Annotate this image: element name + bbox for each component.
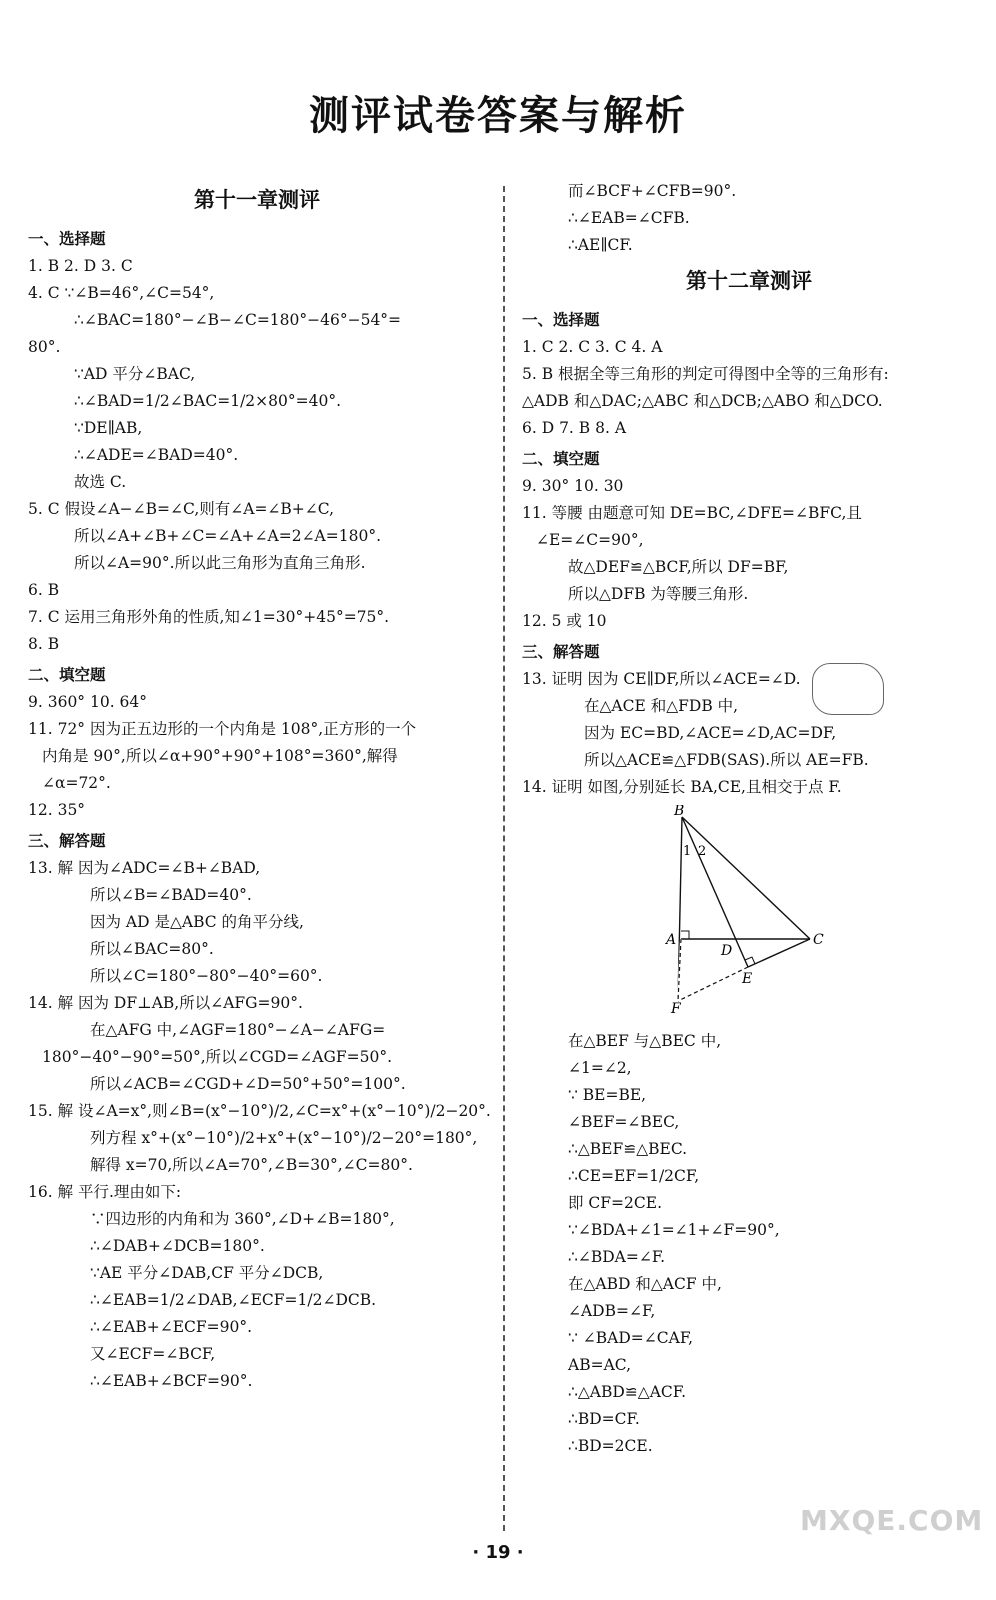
section-heading: 一、选择题 [522, 311, 600, 329]
answer-line: ∠E=∠C=90°, [536, 531, 644, 549]
answer-line: ∵∠BDA+∠1=∠1+∠F=90°, [568, 1221, 780, 1239]
answer-line: 1. C 2. C 3. C 4. A [522, 338, 663, 356]
answer-line: 13. 解 因为∠ADC=∠B+∠BAD, [28, 859, 261, 877]
answer-line: 在△BEF 与△BEC 中, [568, 1032, 722, 1050]
answer-line: 因为 AD 是△ABC 的角平分线, [90, 913, 304, 931]
label-e: E [742, 971, 753, 987]
left-column [28, 178, 491, 1395]
answer-line: ∵ ∠BAD=∠CAF, [568, 1329, 694, 1347]
right-column [522, 178, 976, 1460]
answer-line: 又∠ECF=∠BCF, [90, 1345, 216, 1363]
chapter-12-heading: 第十二章测评 [686, 269, 812, 293]
homework-stamp [812, 663, 884, 715]
answer-line: ∴∠BDA=∠F. [568, 1248, 666, 1266]
answer-line: ∴∠EAB=∠CFB. [568, 209, 690, 227]
answer-line: 5. C 假设∠A−∠B=∠C,则有∠A=∠B+∠C, [28, 500, 335, 518]
answer-line: 11. 72° 因为正五边形的一个内角是 108°,正方形的一个 [28, 720, 417, 738]
answer-line: ∴∠ADE=∠BAD=40°. [74, 446, 239, 464]
right-answer-lines [522, 307, 976, 801]
answer-line: 故选 C. [74, 473, 127, 491]
segment-ef-dashed [678, 967, 748, 1001]
answer-line: 13. 证明 因为 CE∥DF,所以∠ACE=∠D. [522, 670, 801, 688]
answer-line: AB=AC, [568, 1356, 631, 1374]
answer-line: ∴∠EAB=1/2∠DAB,∠ECF=1/2∠DCB. [90, 1291, 377, 1309]
answer-line: 解得 x=70,所以∠A=70°,∠B=30°,∠C=80°. [90, 1156, 413, 1174]
answer-line: 9. 360° 10. 64° [28, 693, 148, 711]
page-title: 测评试卷答案与解析 [309, 93, 687, 139]
segment-be [682, 817, 748, 967]
answer-line: ∴∠EAB+∠ECF=90°. [90, 1318, 253, 1336]
answer-line: 内角是 90°,所以∠α+90°+90°+108°=360°,解得 [42, 747, 398, 765]
answer-line: ∴BD=CF. [568, 1410, 640, 1428]
answer-line: 所以∠BAC=80°. [90, 940, 214, 958]
answer-line: ∴∠BAC=180°−∠B−∠C=180°−46°−54°= [74, 311, 402, 329]
column-divider [503, 186, 505, 1531]
answer-line: 因为 EC=BD,∠ACE=∠D,AC=DF, [584, 724, 837, 742]
answer-line: 所以∠A=90°.所以此三角形为直角三角形. [74, 554, 366, 572]
answer-line: ∠α=72°. [42, 774, 111, 792]
label-f: F [671, 1001, 681, 1015]
right-proof-lines [522, 1028, 976, 1460]
segment-ce [748, 939, 810, 967]
answer-line: 12. 5 或 10 [522, 612, 607, 630]
answer-line: ∴CE=EF=1/2CF, [568, 1167, 700, 1185]
answer-line: 即 CF=2CE. [568, 1194, 662, 1212]
answer-line: 所以∠C=180°−80°−40°=60°. [90, 967, 323, 985]
answer-line: △ADB 和△DAC;△ABC 和△DCB;△ABO 和△DCO. [522, 392, 883, 410]
answer-line: 9. 30° 10. 30 [522, 477, 624, 495]
section-heading: 三、解答题 [522, 643, 600, 661]
section-heading: 二、填空题 [28, 666, 106, 684]
answer-line: ∴BD=2CE. [568, 1437, 653, 1455]
section-heading: 二、填空题 [522, 450, 600, 468]
label-a: A [666, 932, 677, 948]
answer-line: 6. D 7. B 8. A [522, 419, 627, 437]
answer-line: 在△ABD 和△ACF 中, [568, 1275, 722, 1293]
answer-line: 所以∠B=∠BAD=40°. [90, 886, 252, 904]
answer-line: ∴∠EAB+∠BCF=90°. [90, 1372, 253, 1390]
answer-line: 在△AFG 中,∠AGF=180°−∠A−∠AFG= [90, 1021, 386, 1039]
geometry-figure [652, 805, 832, 1015]
answer-line: ∵ BE=BE, [568, 1086, 647, 1104]
answer-line: 1. B 2. D 3. C [28, 257, 133, 275]
answer-line: 而∠BCF+∠CFB=90°. [568, 182, 737, 200]
answer-line: ∴△ABD≌△ACF. [568, 1383, 687, 1401]
answer-line: ∴△BEF≌△BEC. [568, 1140, 688, 1158]
label-b: B [674, 805, 685, 819]
answer-line: 11. 等腰 由题意可知 DE=BC,∠DFE=∠BFC,且 [522, 504, 862, 522]
answer-line: 5. B 根据全等三角形的判定可得图中全等的三角形有: [522, 365, 889, 383]
answer-line: 所以∠A+∠B+∠C=∠A+∠A=2∠A=180°. [74, 527, 381, 545]
page-number: · 19 · [472, 1542, 524, 1563]
answer-line: ∵四边形的内角和为 360°,∠D+∠B=180°, [90, 1210, 395, 1228]
answer-line: 180°−40°−90°=50°,所以∠CGD=∠AGF=50°. [42, 1048, 392, 1066]
answer-line: ∠BEF=∠BEC, [568, 1113, 680, 1131]
site-watermark: MXQE.COM [800, 1504, 984, 1537]
answer-line: 所以∠ACB=∠CGD+∠D=50°+50°=100°. [90, 1075, 406, 1093]
answer-line: 14. 证明 如图,分别延长 BA,CE,且相交于点 F. [522, 778, 842, 796]
answer-line: 所以△ACE≌△FDB(SAS).所以 AE=FB. [584, 751, 869, 769]
answer-line: 在△ACE 和△FDB 中, [584, 697, 739, 715]
label-1: 1 [683, 844, 692, 859]
answer-line: ∠1=∠2, [568, 1059, 632, 1077]
label-2: 2 [698, 844, 707, 859]
chapter-11-heading: 第十一章测评 [194, 188, 320, 212]
answer-line: 6. B [28, 581, 60, 599]
answer-line: ∴∠DAB+∠DCB=180°. [90, 1237, 265, 1255]
answer-line: ∴∠BAD=1/2∠BAC=1/2×80°=40°. [74, 392, 342, 410]
answer-line: ∵AD 平分∠BAC, [74, 365, 196, 383]
answer-line: ∵DE∥AB, [74, 419, 143, 437]
section-heading: 三、解答题 [28, 832, 106, 850]
label-c: C [813, 932, 824, 948]
segment-bc [682, 817, 810, 939]
answer-line: ∵AE 平分∠DAB,CF 平分∠DCB, [90, 1264, 324, 1282]
answer-line: 80°. [28, 338, 61, 356]
answer-line: 15. 解 设∠A=x°,则∠B=(x°−10°)/2,∠C=x°+(x°−10°)/2−20°. [28, 1102, 491, 1120]
left-answer-lines [28, 226, 491, 1395]
label-d: D [721, 943, 733, 959]
answer-line: 故△DEF≌△BCF,所以 DF=BF, [568, 558, 789, 576]
section-heading: 一、选择题 [28, 230, 106, 248]
answer-line: 8. B [28, 635, 60, 653]
answer-line: 14. 解 因为 DF⊥AB,所以∠AFG=90°. [28, 994, 303, 1012]
answer-line: ∠ADB=∠F, [568, 1302, 656, 1320]
answer-line: 所以△DFB 为等腰三角形. [568, 585, 749, 603]
answer-line: 7. C 运用三角形外角的性质,知∠1=30°+45°=75°. [28, 608, 390, 626]
answer-line: 12. 35° [28, 801, 86, 819]
answer-line: 16. 解 平行.理由如下: [28, 1183, 182, 1201]
right-angle-a [681, 931, 689, 939]
answer-line: 4. C ∵∠B=46°,∠C=54°, [28, 284, 215, 302]
answer-line: 列方程 x°+(x°−10°)/2+x°+(x°−10°)/2−20°=180°, [90, 1129, 478, 1147]
right-continued-lines [522, 178, 976, 259]
answer-line: ∴AE∥CF. [568, 236, 633, 254]
